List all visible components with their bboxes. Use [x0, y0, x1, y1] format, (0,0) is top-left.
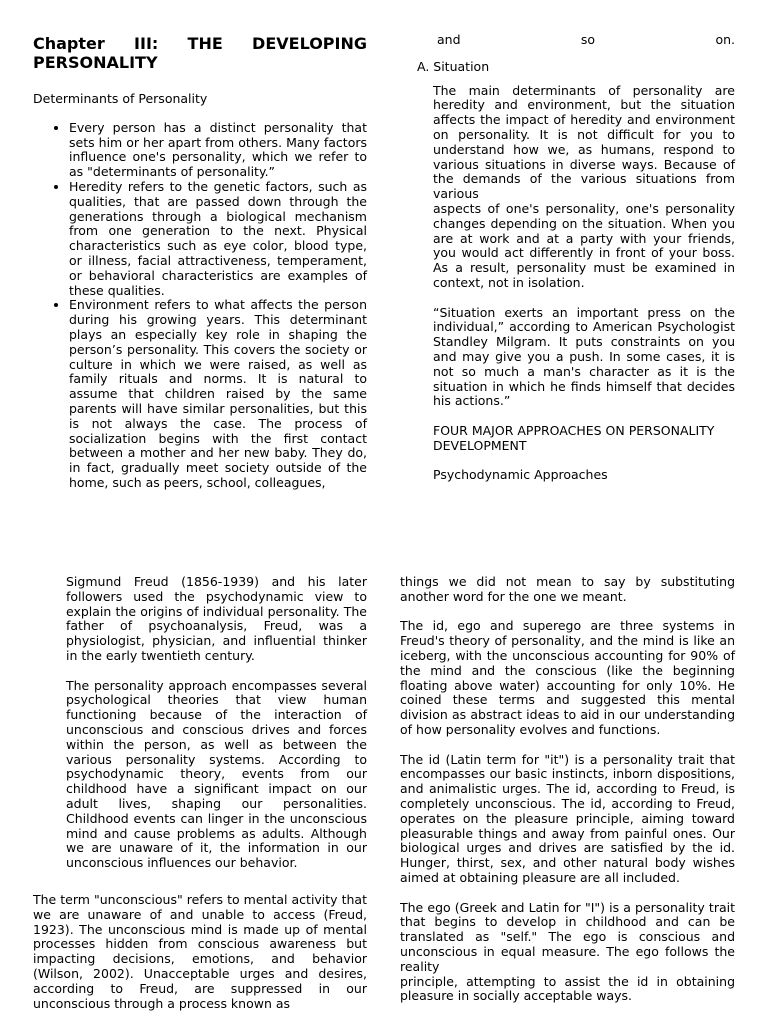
- situation-heading: A. Situation: [417, 58, 490, 74]
- continuation-word: so: [580, 32, 596, 47]
- page1-right-column: [400, 33, 735, 483]
- page2-left-column: [33, 575, 367, 1011]
- freud-intro-paragraph: Sigmund Freud (1856-1939) and his later followers used the psychodynamic view to explain the origins of individual personality. The father of psychoanalysis, Freud, was a physiologist, physician, and influential thinker in the early twentieth century.: [66, 574, 367, 663]
- chapter-title: Chapter III: THE DEVELOPING PERSONALITY: [33, 34, 367, 72]
- iceberg-paragraph: The id, ego and superego are three systems in Freud's theory of personality, and the mind is like an iceberg, with the unconscious accounting for 90% of the mind and the conscious (like the beginning floating above water) accounting for only 10%. He coined these terms and suggested this mental division as abstract ideas to aid in our understanding of how personality evolves and functions.: [400, 618, 735, 737]
- unconscious-paragraph: The term "unconscious" refers to mental activity that we are unaware of and unable to access (Freud, 1923). The unconscious mind is made up of mental processes hidden from conscious awareness but impacting decisions, emotions, and behavior (Wilson, 2002). Unacceptable urges and desires, according to Freud, are suppressed in our unconscious through a process known as: [33, 891, 367, 1011]
- list-item: • Heredity refers to the genetic factors, such as qualities, that are passed down through the generations through a biological mechanism from one generation to the next. Physical characteristics such as eye color, blood type, or illness, facial attractiveness, temperament, or behavioral characteristics are examples of these qualities.: [69, 180, 367, 298]
- approaches-heading: FOUR MAJOR APPROACHES ON PERSONALITY DEVELOPMENT: [433, 422, 715, 453]
- continuation-paragraph: things we did not mean to say by substituting another word for the one we meant.: [400, 574, 735, 604]
- personality-approach-paragraph: The personality approach encompasses several psychological theories that view human functioning because of the interaction of unconscious and conscious drives and forces within the person, as well as between the various personality systems. According to psychodynamic theory, events from our childhood have a significant impact on our adult lives, shaping our personalities. Childhood events can linger in the unconscious mind and cause problems as adults. Although we are unaware of it, the information in our unconscious influences our behavior.: [66, 677, 367, 871]
- page2-right-column: [400, 575, 735, 1004]
- situation-paragraph: aspects of one's personality, one's personality changes depending on the situation. When you are at work and at a party with your friends, you would act differently in front of your boss. As a result, personality must be examined in context, not in isolation.: [433, 200, 735, 290]
- ego-paragraph-continued: principle, attempting to assist the id in obtaining pleasure in socially acceptable ways.: [400, 973, 735, 1004]
- continuation-word: on.: [715, 32, 735, 47]
- situation-paragraph: The main determinants of personality are heredity and environment, but the situation affects the impact of heredity and environment on personality. It is not difficult for you to understand how we, as humans, respond to various situations in diverse ways. Because of the demands of the various situations from various: [433, 82, 735, 202]
- milgram-quote: “Situation exerts an important press on the individual,” according to American Psychologist Standley Milgram. It puts constraints on you and may give you a push. In some cases, it is not so much a man's character as it is the situation in which he finds himself that decides his actions.”: [433, 304, 735, 409]
- continuation-word: and: [437, 32, 461, 47]
- psychodynamic-heading: Psychodynamic Approaches: [433, 467, 608, 483]
- determinants-list: [33, 121, 367, 491]
- page1-left-column: [33, 34, 367, 491]
- section-heading: Determinants of Personality: [33, 91, 208, 106]
- list-item: • Environment refers to what affects the person during his growing years. This determinant plays an especially key role in shaping the person’s personality. This covers the society or culture in which we were raised, as well as family rituals and norms. It is natural to assume that children raised by the same parents will have similar personalities, but this is not always the case. The process of socialization begins with the first contact between a mother and her new baby. They do, in fact, gradually meet society outside of the home, such as peers, school, colleagues,: [69, 298, 367, 490]
- continuation-line: [400, 33, 735, 48]
- list-item: • Every person has a distinct personality that sets him or her apart from others. Many factors influence one's personality, which we refer to as "determinants of personality.”: [69, 121, 367, 180]
- ego-paragraph: The ego (Greek and Latin for "I") is a personality trait that begins to develop in childhood and can be translated as "self." The ego is conscious and unconscious in equal measure. The ego follows the reality: [400, 899, 735, 974]
- id-paragraph: The id (Latin term for "it") is a personality trait that encompasses our basic instincts, inborn dispositions, and animalistic urges. The id, according to Freud, is completely unconscious. The id, according to Freud, operates on the pleasure principle, aiming toward pleasurable things and away from painful ones. Our biological urges and drives are satisfied by the id. Hunger, thirst, sex, and other natural body wishes aimed at obtaining pleasure are all included.: [400, 751, 735, 885]
